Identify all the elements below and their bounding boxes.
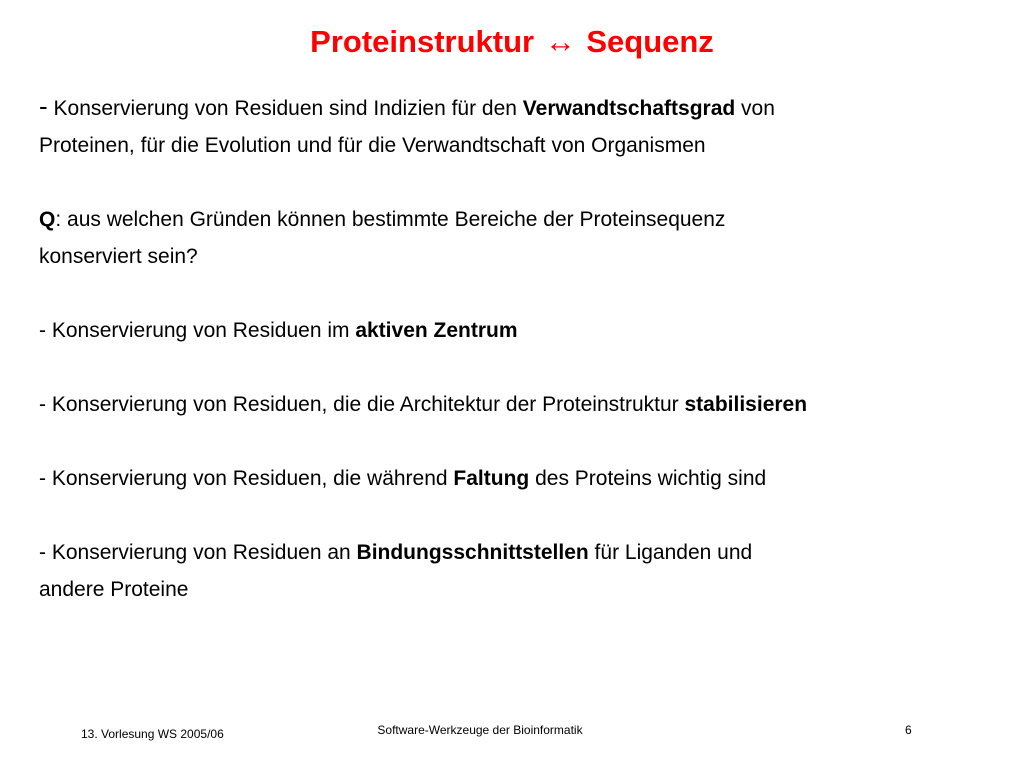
question-text: : aus welchen Gründen können bestimmte Bereiche der Proteinsequenz — [55, 208, 726, 231]
slide-title — [0, 22, 1024, 62]
p1-line2: Proteinen, für die Evolution und für die Verwandtschaft von Organismen — [39, 134, 706, 157]
question-line2: konserviert sein? — [39, 245, 198, 268]
bullet3-text-b: des Proteins wichtig sind — [529, 467, 767, 490]
bullet3-bold: Faltung — [453, 467, 530, 490]
slide-body — [39, 88, 989, 608]
bullet1-text: - Konservierung von Residuen im — [39, 319, 356, 342]
bullet-dash: - — [39, 91, 48, 121]
bullet2-text: - Konservierung von Residuen, die die Architektur der Proteinstruktur — [39, 393, 685, 416]
left-right-arrow-icon: ↔ — [544, 24, 576, 59]
p1-text-b: von — [735, 97, 775, 120]
bullet2-bold: stabilisieren — [684, 393, 808, 416]
bullet-active-site — [39, 312, 989, 349]
p1-text-a: Konservierung von Residuen sind Indizien für den — [47, 97, 523, 120]
bullet4-text-b: für Liganden und — [588, 541, 753, 564]
footer-lecture: 13. Vorlesung WS 2005/06 — [81, 727, 224, 741]
question-label: Q — [39, 208, 56, 231]
p1-bold: Verwandtschaftsgrad — [522, 97, 736, 120]
paragraph-question — [39, 201, 989, 275]
page-number: 6 — [905, 723, 912, 737]
bullet-stabilization — [39, 386, 989, 423]
bullet-folding — [39, 460, 989, 497]
paragraph-conservation-intro — [39, 88, 989, 164]
footer-course-title: Software-Werkzeuge der Bioinformatik — [377, 723, 583, 737]
bullet4-text-a: - Konservierung von Residuen an — [39, 541, 357, 564]
slide-title-right: Sequenz — [586, 24, 714, 59]
bullet1-bold: aktiven Zentrum — [355, 319, 518, 342]
bullet-binding-interfaces — [39, 534, 989, 608]
bullet4-bold: Bindungsschnittstellen — [356, 541, 589, 564]
bullet4-line2: andere Proteine — [39, 578, 189, 601]
bullet3-text-a: - Konservierung von Residuen, die während — [39, 467, 454, 490]
slide-title-left: Proteinstruktur — [310, 24, 535, 59]
